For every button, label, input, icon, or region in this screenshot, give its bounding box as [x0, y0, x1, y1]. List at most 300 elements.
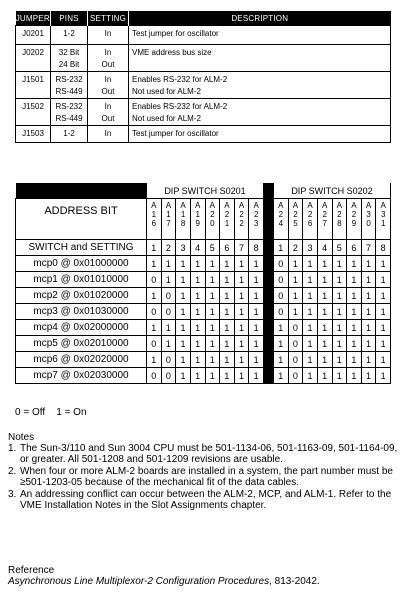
note-number: 1.	[8, 443, 17, 454]
switch-value: 1	[220, 256, 235, 272]
address-bit-char: 2	[293, 210, 298, 219]
switch-value: 1	[249, 368, 264, 384]
address-bit-char: 2	[322, 210, 327, 219]
switch-value: 1	[332, 272, 347, 288]
switch-value: 1	[176, 320, 191, 336]
address-bit-char: 9	[195, 219, 200, 228]
switch-value: 1	[234, 336, 249, 352]
note-number: 3.	[8, 489, 17, 500]
switch-value: 0	[288, 320, 303, 336]
switch-value: 1	[317, 320, 332, 336]
address-bit-char: A	[351, 201, 357, 210]
jumper-table	[15, 11, 391, 143]
dip-switch-s0202-label: DIP SWITCH S0202	[274, 183, 391, 199]
switch-value: 1	[147, 256, 162, 272]
address-bit-char: A	[238, 201, 245, 210]
switch-value: 1	[249, 272, 264, 288]
switch-value: 0	[147, 304, 162, 320]
switch-value: 0	[147, 336, 162, 352]
address-bit-char: 1	[195, 210, 200, 219]
jumper-description-line: Test jumper for oscillator	[132, 29, 219, 38]
switch-value: 1	[234, 256, 249, 272]
jumper-cell-pins	[51, 72, 88, 99]
dip-gap	[264, 240, 274, 256]
switch-value: 1	[205, 288, 220, 304]
switch-value: 1	[176, 304, 191, 320]
switch-value: 1	[303, 352, 318, 368]
switch-number: 5	[205, 240, 220, 256]
dip-gap	[264, 368, 274, 384]
switch-value: 1	[234, 352, 249, 368]
dip-group-header-row	[16, 183, 391, 199]
jumper-description-line: Enables RS-232 for ALM-2	[132, 102, 228, 111]
address-bit-char: 2	[307, 210, 313, 219]
address-bit-char: 2	[278, 210, 284, 219]
address-bit-cell	[220, 199, 235, 240]
address-bit-cell	[347, 199, 362, 240]
jumper-description-line: Not used for ALM-2	[132, 114, 201, 123]
switch-value: 1	[303, 368, 318, 384]
switch-value: 1	[205, 320, 220, 336]
jumper-row	[16, 45, 391, 72]
switch-value: 1	[317, 288, 332, 304]
jumper-setting-line: In	[104, 48, 112, 57]
switch-value: 1	[205, 272, 220, 288]
switch-legend: 0 = Off 1 = On	[15, 407, 87, 418]
switch-value: 1	[205, 368, 220, 384]
jumper-setting-line: Out	[101, 60, 115, 69]
reference-suffix: , 813-2042.	[269, 576, 320, 587]
switch-value: 1	[190, 304, 205, 320]
address-bit-char: 1	[180, 210, 186, 219]
switch-value: 1	[234, 320, 249, 336]
board-address-label: mcp4 @ 0x02000000	[16, 320, 147, 336]
switch-value: 1	[220, 304, 235, 320]
dip-gap	[264, 272, 274, 288]
address-bit-char: A	[336, 201, 342, 210]
note-text: An addressing conflict can occur between the ALM-2, MCP, and ALM-1. Refer to the VME Installation Notes in the Slot Assignments chapter.	[20, 489, 392, 511]
notes-heading: Notes	[8, 432, 35, 443]
switch-value: 1	[361, 272, 376, 288]
address-bit-char: A	[278, 201, 284, 210]
note-number: 2.	[8, 466, 17, 477]
address-bit-char: 3	[380, 210, 386, 219]
dip-setting-row	[16, 256, 391, 272]
switch-number: 3	[176, 240, 191, 256]
address-bit-char: 7	[322, 219, 327, 228]
switch-value: 1	[317, 368, 332, 384]
dip-setting-row	[16, 272, 391, 288]
switch-value: 1	[376, 272, 391, 288]
address-bit-cell	[205, 199, 220, 240]
switch-value: 1	[274, 336, 289, 352]
switch-value: 1	[176, 256, 191, 272]
address-bit-cell	[303, 199, 318, 240]
switch-value: 1	[190, 272, 205, 288]
jumper-setting-line: In	[104, 102, 112, 111]
note-text: When four or more ALM-2 boards are installed in a system, the part number must be ≥501-1203-05 because of the mechanical fit of the data cables.	[20, 466, 393, 488]
jumper-description-line: Enables RS-232 for ALM-2	[132, 75, 228, 84]
jumper-cell-jumper: J1503	[16, 126, 51, 143]
address-bit-cell	[190, 199, 205, 240]
switch-value: 1	[347, 336, 362, 352]
switch-value: 0	[147, 368, 162, 384]
address-bit-char: A	[253, 201, 259, 210]
jumper-setting-line: In	[104, 129, 112, 138]
address-bit-cell	[288, 199, 303, 240]
switch-value: 1	[332, 288, 347, 304]
switch-value: 1	[234, 368, 249, 384]
switch-value: 1	[249, 256, 264, 272]
jumper-cell-description	[129, 45, 391, 72]
jumper-pins-line: 32 Bit	[58, 48, 80, 57]
address-bit-char: A	[195, 201, 201, 210]
address-bit-cell	[147, 199, 162, 240]
jumper-setting-line: Out	[101, 87, 115, 96]
address-bit-cell	[332, 199, 347, 240]
switch-value: 1	[190, 288, 205, 304]
address-bit-cell	[161, 199, 176, 240]
address-bit-char: 1	[166, 210, 171, 219]
switch-value: 1	[332, 256, 347, 272]
switch-value: 1	[190, 256, 205, 272]
switch-value: 1	[361, 304, 376, 320]
address-bit-char: A	[151, 201, 157, 210]
dip-setting-row	[16, 336, 391, 352]
switch-value: 1	[147, 288, 162, 304]
switch-value: 1	[361, 352, 376, 368]
jumper-description-line: Not used for ALM-2	[132, 87, 201, 96]
switch-value: 1	[249, 336, 264, 352]
address-bit-cell	[234, 199, 249, 240]
jumper-cell-description	[129, 126, 391, 143]
jumper-cell-pins	[51, 45, 88, 72]
address-bit-row	[16, 199, 391, 240]
jumper-cell-pins	[51, 126, 88, 143]
switch-value: 0	[161, 352, 176, 368]
address-bit-char: A	[209, 201, 215, 210]
note-item	[8, 489, 398, 511]
note-item	[8, 443, 398, 465]
dip-gap	[264, 288, 274, 304]
address-bit-cell	[176, 199, 191, 240]
address-bit-cell	[361, 199, 376, 240]
switch-value: 0	[161, 304, 176, 320]
note-item	[8, 466, 398, 488]
switch-value: 1	[347, 352, 362, 368]
jumper-cell-setting	[88, 26, 129, 45]
jumper-pins-line: RS-232	[55, 75, 83, 84]
jumper-cell-setting	[88, 99, 129, 126]
switch-value: 1	[376, 368, 391, 384]
address-bit-char: 8	[337, 219, 342, 228]
switch-value: 1	[274, 368, 289, 384]
address-bit-char: A	[180, 201, 186, 210]
switch-value: 1	[161, 272, 176, 288]
switch-number: 2	[288, 240, 303, 256]
switch-value: 1	[303, 256, 318, 272]
switch-value: 1	[288, 288, 303, 304]
dip-setting-row	[16, 368, 391, 384]
switch-value: 1	[234, 272, 249, 288]
board-address-label: mcp5 @ 0x02010000	[16, 336, 147, 352]
switch-value: 1	[190, 320, 205, 336]
switch-value: 1	[376, 336, 391, 352]
address-bit-char: 2	[210, 210, 215, 219]
address-bit-cell	[376, 199, 391, 240]
switch-value: 1	[361, 320, 376, 336]
dip-setting-row	[16, 352, 391, 368]
jumper-cell-setting	[88, 45, 129, 72]
switch-value: 1	[332, 368, 347, 384]
switch-value: 1	[205, 304, 220, 320]
switch-value: 1	[332, 320, 347, 336]
switch-value: 1	[205, 256, 220, 272]
switch-value: 1	[288, 256, 303, 272]
switch-value: 1	[205, 336, 220, 352]
board-address-label: mcp3 @ 0x01030000	[16, 304, 147, 320]
switch-number-row	[16, 240, 391, 256]
address-bit-char: 2	[337, 210, 342, 219]
switch-value: 1	[303, 288, 318, 304]
switch-value: 1	[303, 304, 318, 320]
dip-gap	[264, 199, 274, 240]
jumper-cell-jumper: J0201	[16, 26, 51, 45]
switch-value: 0	[274, 288, 289, 304]
col-header-pins: PINS	[51, 11, 88, 26]
switch-number: 6	[347, 240, 362, 256]
jumper-row	[16, 72, 391, 99]
switch-number: 2	[161, 240, 176, 256]
jumper-description-line: Test jumper for oscillator	[132, 129, 219, 138]
address-bit-char: 2	[224, 210, 230, 219]
switch-value: 1	[220, 336, 235, 352]
switch-value: 1	[161, 320, 176, 336]
switch-value: 1	[317, 272, 332, 288]
jumper-cell-description	[129, 26, 391, 45]
address-bit-char: 3	[366, 210, 371, 219]
switch-value: 1	[190, 336, 205, 352]
dip-setting-row	[16, 288, 391, 304]
jumper-table-header	[16, 11, 391, 26]
address-bit-cell	[317, 199, 332, 240]
switch-value: 1	[376, 352, 391, 368]
address-bit-char: 9	[351, 219, 357, 228]
address-bit-char: 6	[307, 219, 313, 228]
switch-value: 1	[234, 304, 249, 320]
switch-value: 1	[288, 304, 303, 320]
switch-value: 1	[190, 352, 205, 368]
reference-text	[8, 576, 320, 587]
address-bit-char: 1	[151, 210, 157, 219]
switch-value: 1	[205, 352, 220, 368]
switch-number: 1	[274, 240, 289, 256]
col-header-setting: SETTING	[88, 11, 129, 26]
switch-number: 4	[190, 240, 205, 256]
board-address-label: mcp2 @ 0x01020000	[16, 288, 147, 304]
address-bit-char: A	[307, 201, 313, 210]
address-bit-char: 1	[224, 219, 230, 228]
address-bit-char: 0	[210, 219, 215, 228]
jumper-row	[16, 26, 391, 45]
switch-value: 1	[274, 320, 289, 336]
dip-switch-s0201-label: DIP SWITCH S0201	[147, 183, 264, 199]
dip-setting-row	[16, 320, 391, 336]
switch-value: 1	[274, 352, 289, 368]
switch-number: 6	[220, 240, 235, 256]
jumper-pins-line: RS-232	[55, 102, 83, 111]
switch-value: 1	[376, 304, 391, 320]
dip-gap	[264, 352, 274, 368]
dip-gap	[264, 256, 274, 272]
jumper-cell-jumper: J1501	[16, 72, 51, 99]
dip-gap	[264, 304, 274, 320]
jumper-cell-description	[129, 99, 391, 126]
switch-value: 1	[317, 336, 332, 352]
switch-value: 1	[361, 256, 376, 272]
switch-number: 5	[332, 240, 347, 256]
switch-value: 1	[376, 320, 391, 336]
jumper-row	[16, 99, 391, 126]
dip-gap	[264, 336, 274, 352]
address-bit-char: A	[365, 201, 372, 210]
switch-value: 1	[347, 304, 362, 320]
switch-value: 1	[317, 256, 332, 272]
switch-value: 1	[190, 368, 205, 384]
address-bit-char: 2	[239, 210, 244, 219]
address-bit-char: A	[322, 201, 328, 210]
dip-switch-table	[15, 183, 391, 384]
switch-value: 1	[176, 368, 191, 384]
address-bit-char: 2	[351, 210, 357, 219]
reference-title: Asynchronous Line Multiplexor-2 Configuration Procedures	[8, 576, 270, 587]
dip-setting-row	[16, 304, 391, 320]
jumper-cell-jumper: J1502	[16, 99, 51, 126]
switch-value: 1	[288, 272, 303, 288]
switch-value: 1	[249, 288, 264, 304]
switch-value: 1	[376, 288, 391, 304]
jumper-cell-pins	[51, 99, 88, 126]
switch-value: 0	[274, 304, 289, 320]
switch-value: 1	[249, 320, 264, 336]
switch-value: 1	[220, 368, 235, 384]
jumper-cell-jumper: J0202	[16, 45, 51, 72]
board-address-label: mcp7 @ 0x02030000	[16, 368, 147, 384]
switch-value: 1	[361, 336, 376, 352]
address-bit-char: 0	[366, 219, 371, 228]
switch-value: 1	[176, 272, 191, 288]
jumper-pins-line: RS-449	[55, 87, 83, 96]
address-bit-cell	[249, 199, 264, 240]
address-bit-char: A	[165, 201, 172, 210]
switch-number: 1	[147, 240, 162, 256]
col-header-jumper: JUMPER	[16, 11, 51, 26]
jumper-pins-line: 24 Bit	[58, 60, 80, 69]
switch-value: 1	[361, 368, 376, 384]
switch-value: 1	[317, 304, 332, 320]
jumper-setting-line: In	[104, 75, 112, 84]
jumper-cell-description	[129, 72, 391, 99]
dip-header-blank	[16, 183, 147, 199]
board-address-label: mcp6 @ 0x02020000	[16, 352, 147, 368]
jumper-pins-line: 1-2	[63, 29, 75, 38]
switch-value: 1	[147, 352, 162, 368]
address-bit-char: A	[380, 201, 386, 210]
switch-number: 7	[361, 240, 376, 256]
switch-value: 1	[332, 304, 347, 320]
address-bit-char: A	[224, 201, 230, 210]
switch-value: 0	[288, 352, 303, 368]
address-bit-char: 2	[239, 219, 244, 228]
address-bit-cell	[274, 199, 289, 240]
jumper-row	[16, 126, 391, 143]
switch-value: 1	[220, 288, 235, 304]
switch-value: 1	[176, 336, 191, 352]
switch-number: 4	[317, 240, 332, 256]
jumper-cell-setting	[88, 72, 129, 99]
switch-value: 0	[274, 272, 289, 288]
jumper-setting-line: In	[104, 29, 112, 38]
jumper-pins-line: 1-2	[63, 129, 75, 138]
switch-value: 1	[347, 272, 362, 288]
switch-value: 1	[347, 256, 362, 272]
switch-value: 1	[303, 336, 318, 352]
address-bit-char: 5	[293, 219, 298, 228]
switch-value: 1	[249, 304, 264, 320]
jumper-cell-pins	[51, 26, 88, 45]
jumper-setting-line: Out	[101, 114, 115, 123]
switch-value: 1	[361, 288, 376, 304]
switch-value: 0	[288, 368, 303, 384]
switch-number: 3	[303, 240, 318, 256]
board-address-label: mcp1 @ 0x01010000	[16, 272, 147, 288]
switch-value: 1	[347, 288, 362, 304]
board-address-label: mcp0 @ 0x01000000	[16, 256, 147, 272]
address-bit-char: 7	[166, 219, 171, 228]
switch-number: 8	[376, 240, 391, 256]
address-bit-char: 2	[253, 210, 259, 219]
switch-value: 1	[147, 320, 162, 336]
switch-value: 0	[161, 368, 176, 384]
switch-value: 0	[288, 336, 303, 352]
switch-value: 1	[161, 336, 176, 352]
jumper-pins-line: RS-449	[55, 114, 83, 123]
switch-value: 1	[303, 272, 318, 288]
switch-value: 1	[303, 320, 318, 336]
switch-value: 1	[234, 288, 249, 304]
address-bit-char: 8	[180, 219, 186, 228]
dip-gap	[264, 320, 274, 336]
notes-list	[8, 443, 398, 512]
switch-value: 1	[176, 352, 191, 368]
switch-value: 1	[220, 352, 235, 368]
address-bit-label: ADDRESS BIT	[16, 199, 147, 240]
reference-heading: Reference	[8, 565, 55, 576]
switch-number: 7	[234, 240, 249, 256]
switch-value: 1	[249, 352, 264, 368]
jumper-description-line: VME address bus size	[132, 48, 212, 57]
address-bit-char: 1	[380, 219, 386, 228]
switch-value: 0	[274, 256, 289, 272]
dip-gap	[264, 183, 274, 199]
address-bit-char: 4	[278, 219, 284, 228]
switch-value: 1	[332, 336, 347, 352]
address-bit-char: 3	[253, 219, 259, 228]
switch-value: 1	[347, 320, 362, 336]
address-bit-char: A	[292, 201, 299, 210]
switch-value: 1	[317, 352, 332, 368]
address-bit-char: 6	[151, 219, 157, 228]
